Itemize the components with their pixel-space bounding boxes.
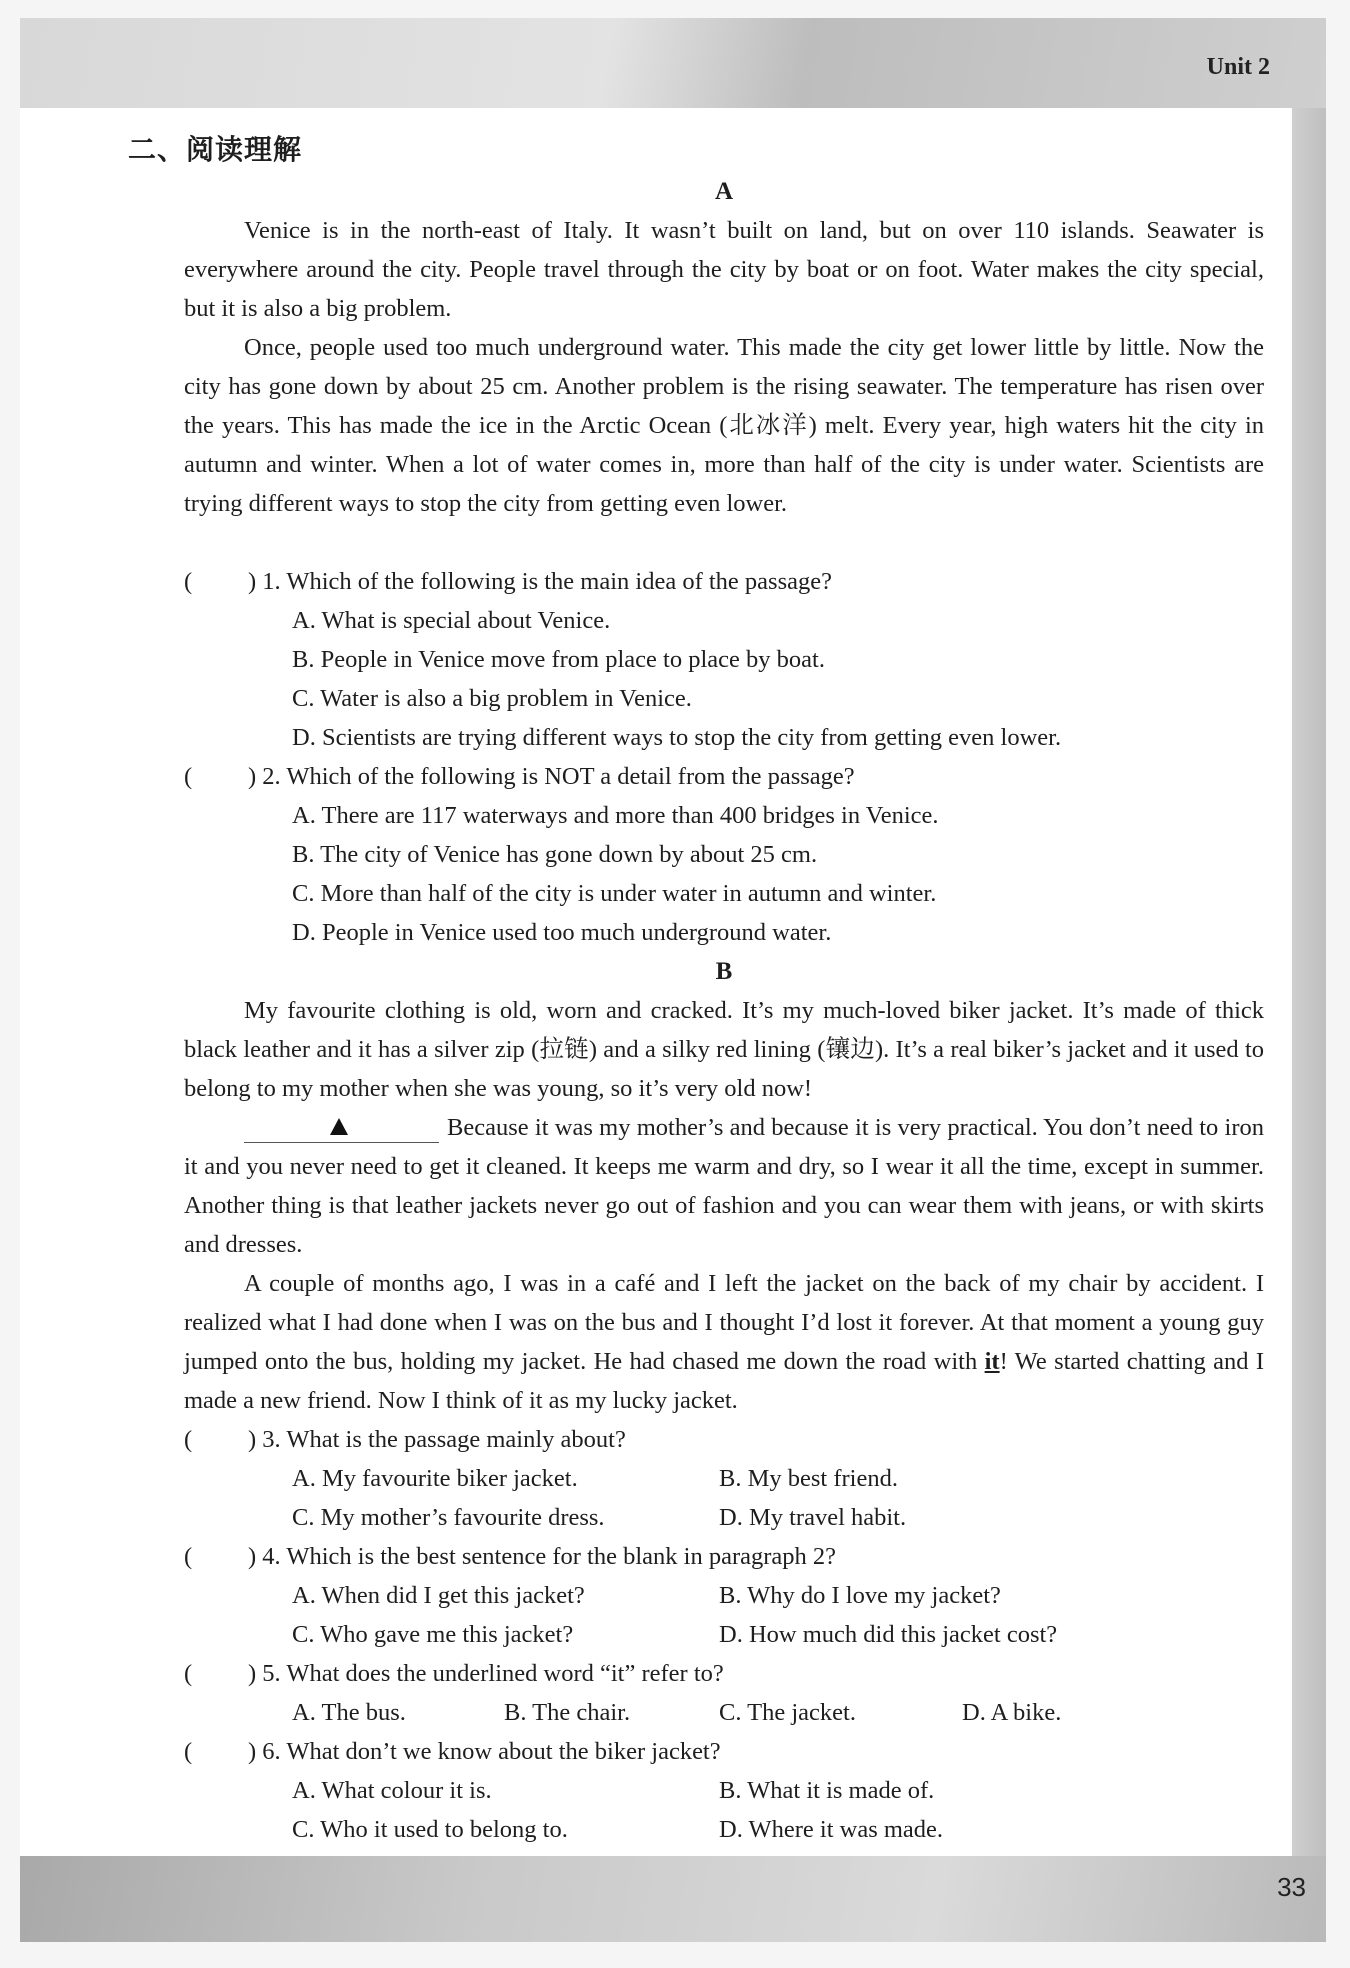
option: A. My favourite biker jacket. — [292, 1465, 578, 1492]
question-stem: ) 3. What is the passage mainly about? — [248, 1426, 626, 1453]
option: C. My mother’s favourite dress. — [292, 1504, 605, 1531]
triangle-icon — [330, 1118, 348, 1135]
question-stem: ) 4. Which is the best sentence for the blank in paragraph 2? — [248, 1543, 837, 1570]
option: A. There are 117 waterways and more than 400 bridges in Venice. — [292, 802, 939, 829]
option: C. Who gave me this jacket? — [292, 1621, 574, 1648]
paragraph-2-text: Because it was my mother’s and because it is very practical. You don’t need to iron it and you never need to get it cleaned. It keeps me warm and dry, so I wear it all the time, except in summer. Another thing is that leather jackets never go out of fashion and you can wear them with jeans, or with skirts and dresses. — [184, 1114, 1264, 1258]
option: A. When did I get this jacket? — [292, 1582, 585, 1609]
answer-paren-open[interactable]: ( — [184, 1660, 193, 1687]
option: D. How much did this jacket cost? — [719, 1621, 1058, 1648]
answer-paren-open[interactable]: ( — [184, 568, 193, 595]
passage-a — [184, 211, 1264, 523]
underlined-word: it — [984, 1348, 1000, 1375]
answer-blank[interactable] — [244, 1112, 439, 1143]
passage-b — [184, 991, 1264, 1420]
option: B. What it is made of. — [719, 1777, 935, 1804]
paragraph-3-text: ! We started chatting and I made a new friend. Now I think of it as my lucky jacket. — [184, 1348, 1264, 1414]
question-4 — [184, 1537, 1264, 1654]
option: B. The city of Venice has gone down by about 25 cm. — [292, 841, 818, 868]
page-number: 33 — [1277, 1872, 1306, 1902]
header-band — [20, 18, 1326, 108]
passage-b-paragraph-3 — [184, 1264, 1264, 1420]
option: A. What colour it is. — [292, 1777, 492, 1804]
question-3 — [184, 1420, 1264, 1537]
question-stem: ) 5. What does the underlined word “it” refer to? — [248, 1660, 724, 1687]
unit-label: Unit 2 — [1206, 54, 1270, 80]
option: D. People in Venice used too much underground water. — [292, 919, 832, 946]
passage-a-letter: A — [714, 178, 734, 205]
question-stem: ) 1. Which of the following is the main idea of the passage? — [248, 568, 832, 595]
passage-b-paragraph-2 — [184, 1108, 1264, 1264]
option: D. A bike. — [962, 1699, 1062, 1726]
paragraph-3-text: A couple of months ago, I was in a café and I left the jacket on the back of my chair by accident. I realized what I had done when I was on the bus and I thought I’d lost it forever. At that moment a young guy jumped onto the bus, holding my jacket. He had chased me down the road with — [184, 1270, 1264, 1375]
passage-b-letter: B — [715, 958, 733, 985]
option: C. The jacket. — [719, 1699, 856, 1726]
passage-a-paragraph: Once, people used too much underground water. This made the city get lower little by little. Now the city has gone down by about 25 cm. Another problem is the rising seawater. The temperature has risen over the years. This has made the ice in the Arctic Ocean (北冰洋) melt. Every year, high waters hit the city in autumn and winter. When a lot of water comes in, more than half of the city is under water. Scientists are trying different ways to stop the city from getting even lower. — [184, 334, 1264, 517]
question-stem: ) 6. What don’t we know about the biker jacket? — [248, 1738, 721, 1765]
option: B. Why do I love my jacket? — [719, 1582, 1001, 1609]
option: A. The bus. — [292, 1699, 406, 1726]
side-strip — [1292, 108, 1326, 1856]
answer-paren-open[interactable]: ( — [184, 1426, 193, 1453]
question-5 — [184, 1654, 1264, 1732]
section-title: 二、阅读理解 — [128, 133, 303, 166]
answer-paren-open[interactable]: ( — [184, 1738, 193, 1765]
option: B. My best friend. — [719, 1465, 898, 1492]
passage-a-paragraph: Venice is in the north-east of Italy. It wasn’t built on land, but on over 110 islands. Seawater is everywhere around the city. People travel through the city by boat or on foot. Water makes the city special, but it is also a big problem. — [184, 217, 1264, 322]
question-2 — [184, 757, 1264, 952]
question-stem: ) 2. Which of the following is NOT a detail from the passage? — [248, 763, 855, 790]
option: C. Who it used to belong to. — [292, 1816, 568, 1843]
question-1 — [184, 562, 1264, 757]
option: D. My travel habit. — [719, 1504, 907, 1531]
passage-b-paragraph-1: My favourite clothing is old, worn and cracked. It’s my much-loved biker jacket. It’s made of thick black leather and it has a silver zip (拉链) and a silky red lining (镶边). It’s a real biker’s jacket and it used to belong to my mother when she was young, so it’s very old now! — [184, 997, 1264, 1102]
answer-paren-open[interactable]: ( — [184, 763, 193, 790]
option: D. Scientists are trying different ways to stop the city from getting even lower. — [292, 724, 1062, 751]
question-6 — [184, 1732, 1264, 1849]
answer-paren-open[interactable]: ( — [184, 1543, 193, 1570]
footer-band — [20, 1856, 1326, 1942]
option: A. What is special about Venice. — [292, 607, 611, 634]
option: C. Water is also a big problem in Venice. — [292, 685, 692, 712]
option: D. Where it was made. — [719, 1816, 944, 1843]
option: B. The chair. — [504, 1699, 631, 1726]
option: B. People in Venice move from place to place by boat. — [292, 646, 825, 673]
option: C. More than half of the city is under water in autumn and winter. — [292, 880, 937, 907]
